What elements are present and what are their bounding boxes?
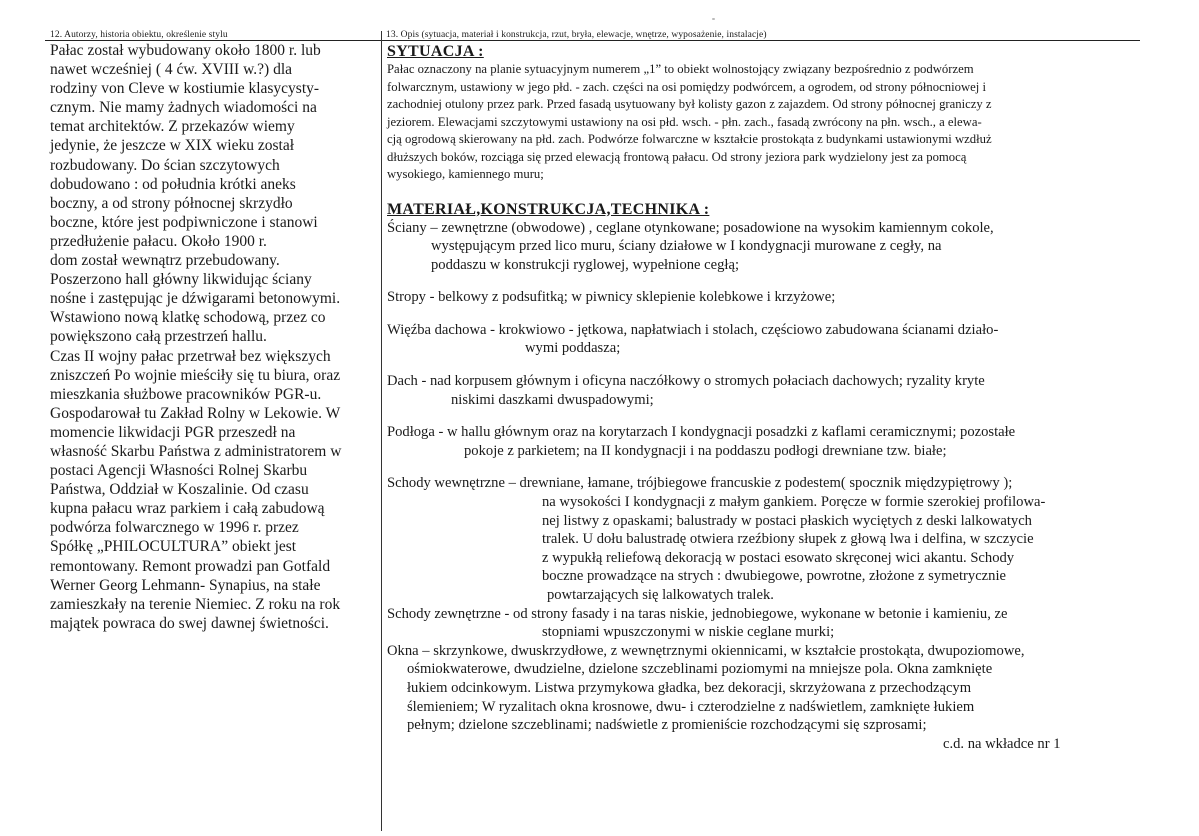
schody-zewn-line: stopniami wpuszczonymi w niskie ceglane murki; (542, 624, 835, 641)
history-column (50, 41, 378, 633)
history-line: boczne, które jest podpiwniczone i stanowi (50, 213, 318, 231)
history-line: Gospodarował tu Zakład Rolny w Lekowie. W (50, 404, 341, 422)
material-paragraph (387, 219, 1147, 754)
history-line: cznym. Nie mamy żadnych wiadomości na (50, 99, 317, 117)
okna-line: ośmiokwaterowe, dwudzielne, dzielone szczeblinami poziomymi na mniejsze pola. Okna zamknięte (407, 661, 993, 678)
field-12-label: 12. Autorzy, historia obiektu, określenie stylu (50, 30, 228, 40)
wiezba-line: Więźba dachowa - krokwiowo - jętkowa, napłatwiach i stolach, częściowo zabudowana ścianami działo- (387, 321, 999, 338)
history-line: powiększono całą przestrzeń hallu. (50, 328, 267, 346)
description-column (387, 43, 1147, 753)
okna-line: łukiem odcinkowym. Listwa przymykowa gładka, bez dekoracji, skrzyżowana z przechodzącym (407, 679, 972, 696)
sytuacja-line: dłuższych boków, rozciąga się przed elewacją frontową pałacu. Od strony jeziora park wydzielony jest za pomocą (387, 149, 967, 164)
history-line: zniszczeń Po wojnie mieściły się tu biura, oraz (50, 366, 341, 384)
history-line: Wstawiono nową klatkę schodową, przez co (50, 309, 326, 327)
dach-line: niskimi daszkami dwuspadowymi; (451, 391, 654, 408)
sciany-line: poddaszu w konstrukcji ryglowej, wypełnione cegłą; (431, 256, 740, 273)
sciany-line: Ściany – zewnętrzne (obwodowe) , ceglane otynkowane; posadowione na wysokim kamiennym cokole, (387, 219, 994, 236)
history-line: remontowany. Remont prowadzi pan Gotfald (50, 557, 331, 575)
sytuacja-paragraph (387, 61, 1147, 184)
history-line: majątek powraca do swej dawnej świetności. (50, 614, 329, 632)
continued-note: c.d. na wkładce nr 1 (943, 735, 1061, 752)
history-line: nośne i zastępując je dźwigarami betonowymi. (50, 290, 341, 308)
podloga-line: pokoje z parkietem; na II kondygnacji i na poddaszu podłogi drewniane tzw. białe; (464, 442, 947, 459)
history-line: Pałac został wybudowany około 1800 r. lub (50, 42, 321, 59)
sytuacja-line: cją ogrodową skierowany na płd. zach. Podwórze folwarczne w kształcie prostokąta z budynkami ustawionymi wzdłuż (387, 132, 992, 146)
history-line: momencie likwidacji PGR przeszedł na (50, 423, 296, 441)
history-line: dobudowano : od południa krótki aneks (50, 175, 296, 193)
history-line: postaci Agencji Własności Rolnej Skarbu (50, 462, 308, 480)
column-divider (381, 31, 382, 831)
stropy-line: Stropy - belkowy z podsufitką; w piwnicy sklepienie kolebkowe i krzyżowe; (387, 289, 836, 306)
history-line: przedłużenie pałacu. Około 1900 r. (50, 232, 267, 250)
sytuacja-line: folwarcznym, ustawiony w jego płd. - zach. części na osi pomiędzy podwórcem, a ogrodem, od strony północniowej i (387, 79, 986, 94)
history-line: boczny, a od strony północnej skrzydło (50, 194, 293, 212)
history-line: jedynie, że jeszcze w XIX wieku został (50, 137, 295, 155)
section-heading-material: MATERIAŁ,KONSTRUKCJA,TECHNIKA : (387, 200, 710, 218)
schody-wewn-line: tralek. U dołu balustradę otwiera rzeźbiony słupek z głową lwa i delfina, w szczycie (542, 531, 1034, 548)
history-line: Czas II wojny pałac przetrwał bez większych (50, 347, 331, 365)
history-line: zamieszkały na terenie Niemiec. Z roku na rok (50, 595, 341, 613)
okna-line: pełnym; dzielone szczeblinami; nadświetle z promieniście rozchodzącymi się szprosami; (407, 717, 927, 734)
wiezba-line: wymi poddasza; (525, 340, 621, 357)
history-line: Państwa, Oddział w Koszalinie. Od czasu (50, 481, 309, 499)
podloga-line: Podłoga - w hallu głównym oraz na korytarzach I kondygnacji posadzki z kaflami ceramicznymi; pozostałe (387, 424, 1016, 441)
history-line: kupna pałacu wraz parkiem i całą zabudową (50, 500, 325, 518)
history-line: mieszkania służbowe pracowników PGR-u. (50, 385, 322, 403)
history-line: Spółkę „PHILOCULTURA” obiekt jest (50, 538, 297, 556)
schody-zewn-line: Schody zewnętrzne - od strony fasady i na taras niskie, jednobiegowe, wykonane w betonie i kamieniu, ze (387, 605, 1008, 622)
sciany-line: występującym przed lico muru, ściany działowe w I kondygnacji murowane z cegły, na (431, 238, 942, 255)
history-line: dom został wewnątrz przebudowany. (50, 252, 280, 270)
history-line: rozbudowany. Do ścian szczytowych (50, 156, 280, 174)
schody-wewn-line: powtarzających się lalkowatych tralek. (547, 587, 774, 603)
sytuacja-line: wysokiego, kamiennego muru; (387, 167, 544, 181)
okna-line: ślemieniem; W ryzalitach okna krosnowe, dwu- i czterodzielne z nadświetlem, zamknięte łukiem (407, 698, 975, 715)
schody-wewn-line: Schody wewnętrzne – drewniane, łamane, trójbiegowe francuskie z podestem( spocznik międzypiętrowy ); (387, 475, 1013, 492)
schody-wewn-line: nej listwy z opaskami; balustrady w postaci płaskich wyciętych z deski lalkowatych (542, 512, 1032, 529)
schody-wewn-line: z wypukłą reliefową dekoracją w postaci esowato skręconej wici akantu. Schody (542, 549, 1015, 566)
history-line: rodziny von Cleve w kostiumie klasycysty- (50, 80, 320, 98)
dach-line: Dach - nad korpusem głównym i oficyna naczółkowy o stromych połaciach dachowych; ryzality kryte (387, 373, 985, 390)
field-13-label: 13. Opis (sytuacja, materiał i konstrukcja, rzut, bryła, elewacje, wnętrze, wyposażenie, instalacje) (386, 30, 767, 40)
schody-wewn-line: na wysokości I kondygnacji z małym gankiem. Poręcze w formie szerokiej profilowa- (542, 494, 1046, 511)
history-line: własność Skarbu Państwa z administratorem w (50, 442, 342, 460)
history-line: Werner Georg Lehmann- Synapius, na stałe (50, 576, 321, 594)
schody-wewn-line: boczne prowadzące na strych : dwubiegowe, powrotne, złożone z symetrycznie (542, 568, 1006, 585)
history-line: temat architektów. Z przekazów wiemy (50, 118, 295, 136)
sytuacja-line: zachodniej otulony przez park. Przed fasadą usytuowany był kolisty gazon z zajazdem. Od strony północnej graniczy z (387, 97, 992, 111)
okna-line: Okna – skrzynkowe, dwuskrzydłowe, z wewnętrznymi okiennicami, w kształcie prostokąta, dwupoziomowe, (387, 642, 1025, 659)
scan-speck (712, 18, 715, 20)
section-heading-sytuacja: SYTUACJA : (387, 43, 484, 60)
history-line: podwórza folwarcznego w 1996 r. przez (50, 519, 299, 537)
sytuacja-line: jeziorem. Elewacjami szczytowymi ustawiony na osi płd. wsch. - płn. zach., fasadą zwrócony na płn. wsch., a elewa- (387, 114, 982, 129)
history-line: nawet wcześniej ( 4 ćw. XVIII w.?) dla (50, 61, 293, 79)
history-line: Poszerzono hall główny likwidując ściany (50, 271, 312, 289)
sytuacja-line: Pałac oznaczony na planie sytuacyjnym numerem „1” to obiekt wolnostojący związany bezpośrednio z podwórzem (387, 62, 974, 76)
